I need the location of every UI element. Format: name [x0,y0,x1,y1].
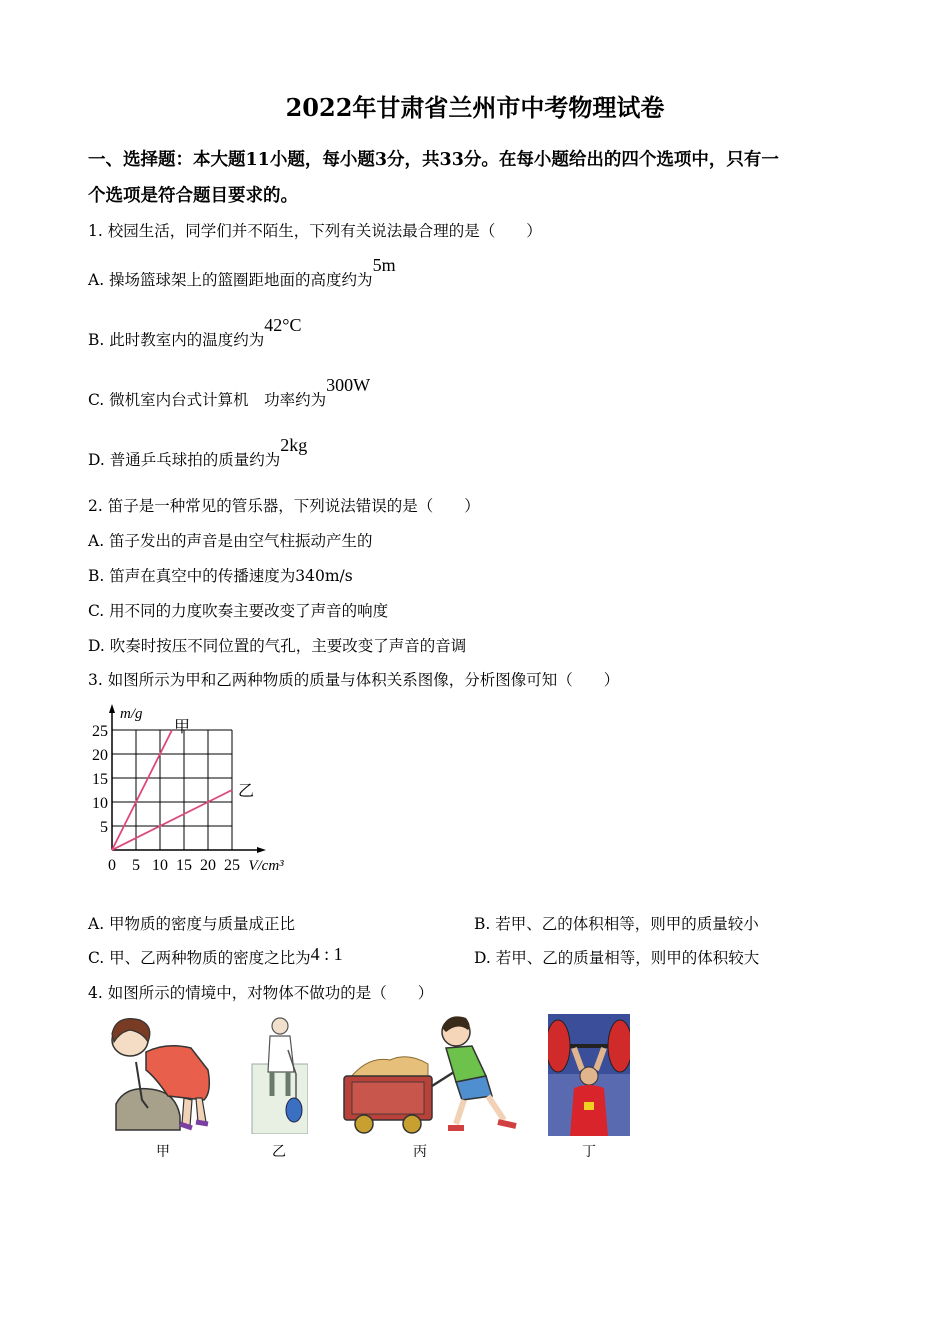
series-label-yi: 乙 [238,781,255,800]
x-tick-label: 20 [200,857,216,874]
q3-option-b: B. 若甲、乙的体积相等，则甲的质量较小 [474,915,759,933]
q2-stem: 2. 笛子是一种常见的管乐器，下列说法错误的是（ ） [88,497,480,515]
x-tick-label: 5 [132,857,140,874]
graph-series [112,730,232,850]
x-axis-label: V/cm³ [248,858,284,874]
q3-option-c-value: 4 : 1 [310,944,343,964]
x-tick-label: 0 [108,857,116,874]
q1-option-c [88,375,371,410]
x-tick-label: 25 [224,857,240,874]
q1-option-d [88,435,308,470]
series-label-jia: 甲 [174,717,191,736]
q1-option-b [88,315,302,350]
q3-option-c-text: C. 甲、乙两种物质的密度之比为 [88,949,311,967]
x-tick-label: 15 [176,857,192,874]
q1-option-a [88,255,396,290]
q3-option-a: A. 甲物质的密度与质量成正比 [88,915,296,933]
q3-option-c [88,946,343,968]
q1-option-b-value: 42°C [264,315,302,335]
illustration-ding-weightlifter [548,1014,630,1136]
q1-option-a-value: 5m [372,255,396,275]
q4-stem: 4. 如图所示的情境中，对物体不做功的是（ ） [88,984,434,1002]
illustration-bing-pushing-cart [338,1012,522,1136]
caption-ding: 丁 [582,1144,596,1160]
q2-option-c: C. 用不同的力度吹奏主要改变了声音的响度 [88,602,389,620]
illustration-yi-carrying-bottle [248,1014,308,1134]
q1-option-c-value: 300W [326,375,371,395]
q1-option-b-text: B. 此时教室内的温度约为 [88,331,265,349]
y-tick-label: 10 [92,795,108,812]
y-tick-label: 15 [92,771,108,788]
series-line-jia [112,730,172,850]
graph-labels [92,706,284,874]
series-line-yi [112,790,232,850]
q1-stem: 1. 校园生活，同学们并不陌生，下列有关说法最合理的是（ ） [88,222,542,240]
caption-bing: 丙 [413,1144,427,1160]
q2-option-a: A. 笛子发出的声音是由空气柱振动产生的 [88,532,373,550]
section-heading-line2: 个选项是符合题目要求的。 [88,186,298,206]
q2-option-d: D. 吹奏时按压不同位置的气孔，主要改变了声音的音调 [88,637,467,655]
q3-option-d: D. 若甲、乙的质量相等，则甲的体积较大 [474,949,760,967]
q1-option-d-value: 2kg [280,435,308,455]
y-tick-label: 25 [92,723,108,740]
y-axis-label: m/g [120,706,143,722]
page-title: 2022年甘肃省兰州市中考物理试卷 [285,93,665,122]
mass-volume-graph [92,700,312,880]
y-tick-label: 5 [100,819,108,836]
q3-stem: 3. 如图所示为甲和乙两种物质的质量与体积关系图像，分析图像可知（ ） [88,671,620,689]
illustration-jia-lifting-sack [96,1012,224,1136]
section-heading-line1: 一、选择题：本大题11小题，每小题3分，共33分。在每小题给出的四个选项中，只有一 [88,150,779,170]
x-axis-arrow [257,847,266,853]
y-axis-arrow [109,704,115,713]
q1-option-c-text: C. 微机室内台式计算机 功率约为 [88,391,327,409]
x-tick-label: 10 [152,857,168,874]
caption-yi: 乙 [272,1144,286,1160]
q1-option-a-text: A. 操场篮球架上的篮圈距地面的高度约为 [88,271,373,289]
y-tick-label: 20 [92,747,108,764]
q1-option-d-text: D. 普通乒乓球拍的质量约为 [88,451,281,469]
graph-grid [112,730,232,850]
caption-jia: 甲 [156,1144,170,1160]
q2-option-b: B. 笛声在真空中的传播速度为340m/s [88,567,353,585]
